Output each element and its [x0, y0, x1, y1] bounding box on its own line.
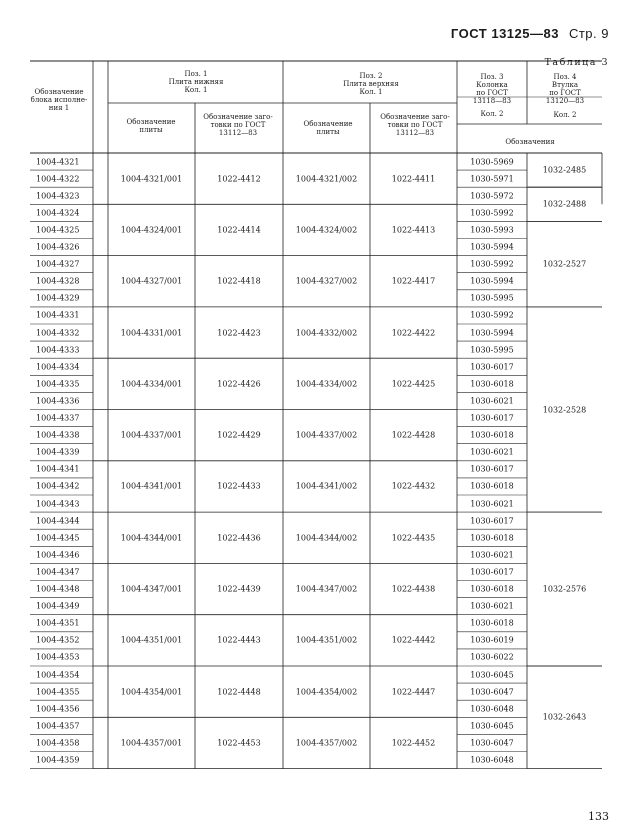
column-code: 1030-6019	[470, 635, 514, 645]
block-code: 1004-4343	[36, 499, 80, 509]
header-block-col: Обозначение блока исполнения 1	[30, 88, 88, 112]
bushing-code: 1032-2527	[542, 259, 587, 269]
lower-plate-code: 1004-4327/001	[120, 276, 183, 286]
column-code: 1030-6017	[470, 362, 514, 372]
upper-blank-code: 1022-4438	[391, 584, 436, 594]
column-code: 1030-6021	[470, 601, 514, 611]
column-code: 1030-6047	[470, 738, 514, 748]
column-code: 1030-6018	[470, 481, 514, 491]
block-code: 1004-4333	[36, 345, 80, 355]
block-code: 1004-4349	[36, 601, 80, 611]
block-code: 1004-4352	[36, 635, 80, 645]
lower-blank-code: 1022-4414	[217, 225, 261, 235]
upper-blank-code: 1022-4417	[391, 276, 436, 286]
lower-plate-code: 1004-4334/001	[120, 379, 183, 389]
block-code: 1004-4328	[36, 276, 80, 286]
header-pos3: Поз. 3 Колонка по ГОСТ 13118—83	[472, 73, 512, 105]
column-code: 1030-6017	[470, 464, 514, 474]
column-code: 1030-6018	[470, 618, 514, 628]
block-code: 1004-4347	[36, 567, 80, 577]
lower-plate-code: 1004-4324/001	[120, 225, 183, 235]
column-code: 1030-5994	[470, 328, 514, 338]
upper-blank-code: 1022-4425	[391, 379, 436, 389]
lower-blank-code: 1022-4436	[217, 533, 261, 543]
column-code: 1030-6021	[470, 550, 514, 560]
table-caption: Таблица 3	[544, 57, 609, 68]
lower-plate-code: 1004-4357/001	[120, 738, 183, 748]
upper-plate-code: 1004-4324/002	[295, 225, 358, 235]
lower-plate-code: 1004-4321/001	[120, 174, 183, 184]
column-code: 1030-6048	[470, 704, 514, 714]
lower-blank-code: 1022-4443	[217, 635, 261, 645]
lower-blank-code: 1022-4453	[217, 738, 261, 748]
block-code: 1004-4338	[36, 430, 80, 440]
upper-plate-code: 1004-4332/002	[295, 328, 358, 338]
upper-blank-code: 1022-4422	[391, 328, 436, 338]
block-code: 1004-4354	[36, 670, 80, 680]
upper-plate-code: 1004-4321/002	[295, 174, 358, 184]
column-code: 1030-6017	[470, 567, 514, 577]
column-code: 1030-6045	[470, 670, 514, 680]
page-number: 133	[588, 810, 609, 823]
column-code: 1030-6018	[470, 379, 514, 389]
column-code: 1030-6017	[470, 516, 514, 526]
lower-blank-code: 1022-4418	[217, 276, 261, 286]
block-code: 1004-4329	[36, 293, 80, 303]
upper-blank-code: 1022-4428	[391, 430, 436, 440]
lower-blank-code: 1022-4426	[217, 379, 261, 389]
column-code: 1030-6018	[470, 430, 514, 440]
bushing-code: 1032-2488	[542, 199, 587, 209]
upper-blank-code: 1022-4442	[391, 635, 436, 645]
header-upper-blank: Обозначение заготовки по ГОСТ 13112—83	[380, 113, 450, 137]
block-code: 1004-4334	[36, 362, 80, 372]
upper-blank-code: 1022-4447	[391, 687, 436, 697]
column-code: 1030-5972	[470, 191, 514, 201]
upper-blank-code: 1022-4413	[391, 225, 436, 235]
upper-plate-code: 1004-4341/002	[295, 481, 358, 491]
block-code: 1004-4345	[36, 533, 80, 543]
lower-plate-code: 1004-4351/001	[120, 635, 183, 645]
column-code: 1030-6021	[470, 396, 514, 406]
lower-blank-code: 1022-4423	[217, 328, 261, 338]
standard-code: ГОСТ 13125—83	[450, 26, 559, 41]
upper-plate-code: 1004-4344/002	[295, 533, 358, 543]
block-code: 1004-4324	[36, 208, 80, 218]
upper-blank-code: 1022-4452	[391, 738, 436, 748]
column-code: 1030-5992	[470, 259, 514, 269]
column-code: 1030-5995	[470, 345, 514, 355]
upper-blank-code: 1022-4432	[391, 481, 436, 491]
header-pos2: Поз. 2 Плита верхняя Кол. 1	[343, 72, 399, 96]
column-code: 1030-6047	[470, 687, 514, 697]
upper-blank-code: 1022-4435	[391, 533, 436, 543]
block-code: 1004-4327	[36, 259, 80, 269]
block-code: 1004-4341	[36, 464, 80, 474]
lower-blank-code: 1022-4429	[217, 430, 261, 440]
header-pos4: Поз. 4 Втулка по ГОСТ 13120—83	[545, 73, 585, 105]
block-code: 1004-4337	[36, 413, 80, 423]
block-code: 1004-4356	[36, 704, 80, 714]
lower-plate-code: 1004-4347/001	[120, 584, 183, 594]
upper-plate-code: 1004-4347/002	[295, 584, 358, 594]
bushing-code: 1032-2485	[542, 165, 587, 175]
column-code: 1030-5992	[470, 208, 514, 218]
lower-plate-code: 1004-4344/001	[120, 533, 183, 543]
header-lower-plate: Обозначение плиты	[126, 118, 176, 134]
upper-plate-code: 1004-4357/002	[295, 738, 358, 748]
header-lower-blank: Обозначение заготовки по ГОСТ 13112—83	[203, 113, 273, 137]
column-code: 1030-6045	[470, 721, 514, 731]
column-code: 1030-6018	[470, 533, 514, 543]
column-code: 1030-6022	[470, 652, 514, 662]
lower-plate-code: 1004-4354/001	[120, 687, 183, 697]
lower-plate-code: 1004-4337/001	[120, 430, 183, 440]
column-code: 1030-5969	[470, 157, 514, 167]
lower-plate-code: 1004-4341/001	[120, 481, 183, 491]
column-code: 1030-5971	[470, 174, 514, 184]
bushing-code: 1032-2643	[542, 712, 587, 722]
block-code: 1004-4321	[36, 157, 80, 167]
column-code: 1030-5994	[470, 276, 514, 286]
upper-plate-code: 1004-4354/002	[295, 687, 358, 697]
column-code: 1030-6018	[470, 584, 514, 594]
header-upper-plate: Обозначение плиты	[303, 120, 353, 136]
page-label: Стр. 9	[568, 26, 609, 41]
column-code: 1030-6021	[470, 499, 514, 509]
block-code: 1004-4335	[36, 379, 80, 389]
block-code: 1004-4323	[36, 191, 80, 201]
lower-blank-code: 1022-4439	[217, 584, 261, 594]
upper-plate-code: 1004-4334/002	[295, 379, 358, 389]
column-code: 1030-5992	[470, 310, 514, 320]
bushing-code: 1032-2576	[542, 584, 587, 594]
block-code: 1004-4355	[36, 687, 80, 697]
upper-plate-code: 1004-4327/002	[295, 276, 358, 286]
column-code: 1030-6048	[470, 755, 514, 765]
column-code: 1030-6017	[470, 413, 514, 423]
block-code: 1004-4336	[36, 396, 80, 406]
header-designation: Обозначения	[505, 138, 555, 146]
lower-blank-code: 1022-4412	[217, 174, 261, 184]
lower-blank-code: 1022-4448	[217, 687, 261, 697]
block-code: 1004-4325	[36, 225, 80, 235]
header-pos1: Поз. 1 Плита нижняя Кол. 1	[168, 70, 224, 94]
header-pos4-qty: Кол. 2	[553, 111, 577, 119]
upper-blank-code: 1022-4411	[391, 174, 436, 184]
block-code: 1004-4353	[36, 652, 80, 662]
lower-blank-code: 1022-4433	[217, 481, 261, 491]
block-code: 1004-4357	[36, 721, 80, 731]
block-code: 1004-4351	[36, 618, 80, 628]
column-code: 1030-5994	[470, 242, 514, 252]
column-code: 1030-5995	[470, 293, 514, 303]
header-pos3-qty: Кол. 2	[480, 110, 504, 118]
block-code: 1004-4344	[36, 516, 80, 526]
block-code: 1004-4342	[36, 481, 80, 491]
block-code: 1004-4331	[36, 310, 80, 320]
upper-plate-code: 1004-4337/002	[295, 430, 358, 440]
block-code: 1004-4358	[36, 738, 80, 748]
block-code: 1004-4322	[36, 174, 80, 184]
lower-plate-code: 1004-4331/001	[120, 328, 183, 338]
block-code: 1004-4339	[36, 447, 80, 457]
bushing-code: 1032-2528	[542, 405, 587, 414]
block-code: 1004-4359	[36, 755, 80, 765]
column-code: 1030-6021	[470, 447, 514, 457]
block-code: 1004-4326	[36, 242, 80, 252]
upper-plate-code: 1004-4351/002	[295, 635, 358, 645]
column-code: 1030-5993	[470, 225, 514, 235]
block-code: 1004-4348	[36, 584, 80, 594]
block-code: 1004-4346	[36, 550, 80, 560]
block-code: 1004-4332	[36, 328, 80, 338]
